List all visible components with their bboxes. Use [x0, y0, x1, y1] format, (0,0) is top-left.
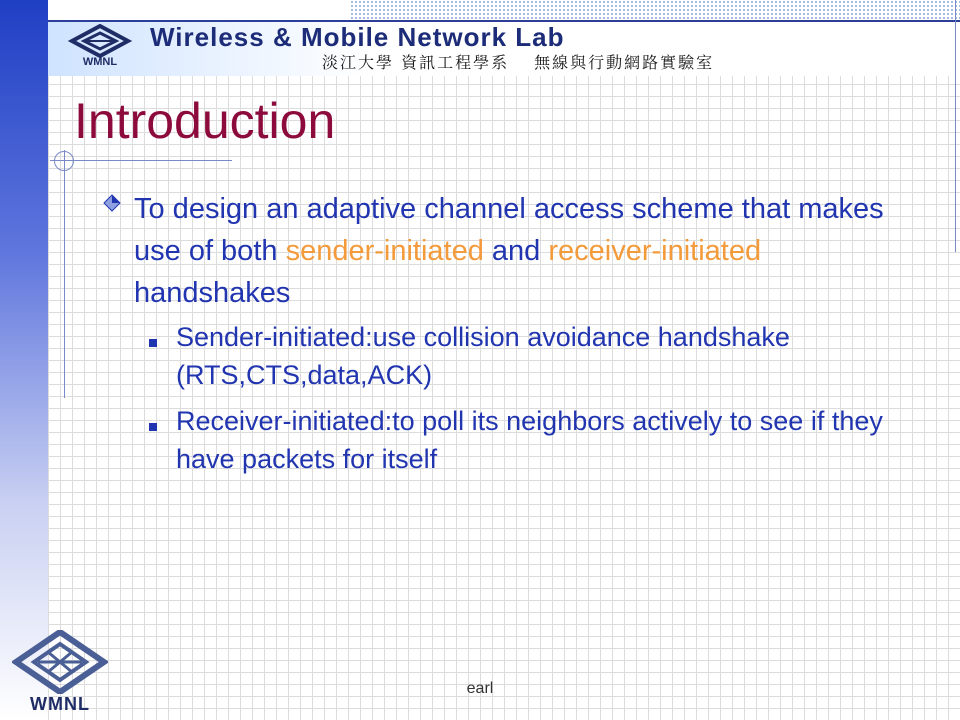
bullet-text-part: To design an adaptive channel access scheme that makes use of both: [134, 193, 884, 267]
decor-vertical-line-right: [955, 0, 956, 252]
bullet-text-part: and: [483, 235, 549, 267]
lab-title: Wireless & Mobile Network Lab: [150, 22, 565, 52]
bullet-text-main: [134, 188, 894, 314]
header-dot-pattern: [350, 0, 960, 20]
bullet-text-part: handshakes: [134, 277, 291, 309]
decor-vertical-line: [64, 150, 65, 398]
square-bullet-icon: [149, 339, 157, 347]
sub-bullet-sender: Sender-initiated:use collision avoidance handshake (RTS,CTS,data,ACK): [176, 322, 790, 390]
decor-circle: [54, 151, 74, 171]
decor-horizontal-line: [50, 160, 232, 161]
logo-label: WMNL: [82, 56, 118, 68]
left-gradient-bar: [0, 0, 48, 720]
slide-title: Introduction: [74, 93, 336, 149]
wmnl-footer-logo-icon: [12, 630, 108, 694]
footer-logo-label: WMNL: [30, 694, 90, 714]
square-bullet-icon: [149, 423, 157, 431]
lab-subtitle: 淡江大學 資訊工程學系 無線與行動網路實驗室: [322, 53, 715, 72]
highlight-sender-initiated: sender-initiated: [285, 235, 484, 267]
highlight-receiver-initiated: receiver-initiated: [548, 235, 762, 267]
diamond-bullet-icon: [103, 194, 121, 212]
wmnl-logo-icon: [66, 24, 134, 58]
sub-bullet-receiver: Receiver-initiated:to poll its neighbors actively to see if they have packets for itself: [176, 406, 883, 474]
footer-text: earl: [466, 680, 494, 697]
